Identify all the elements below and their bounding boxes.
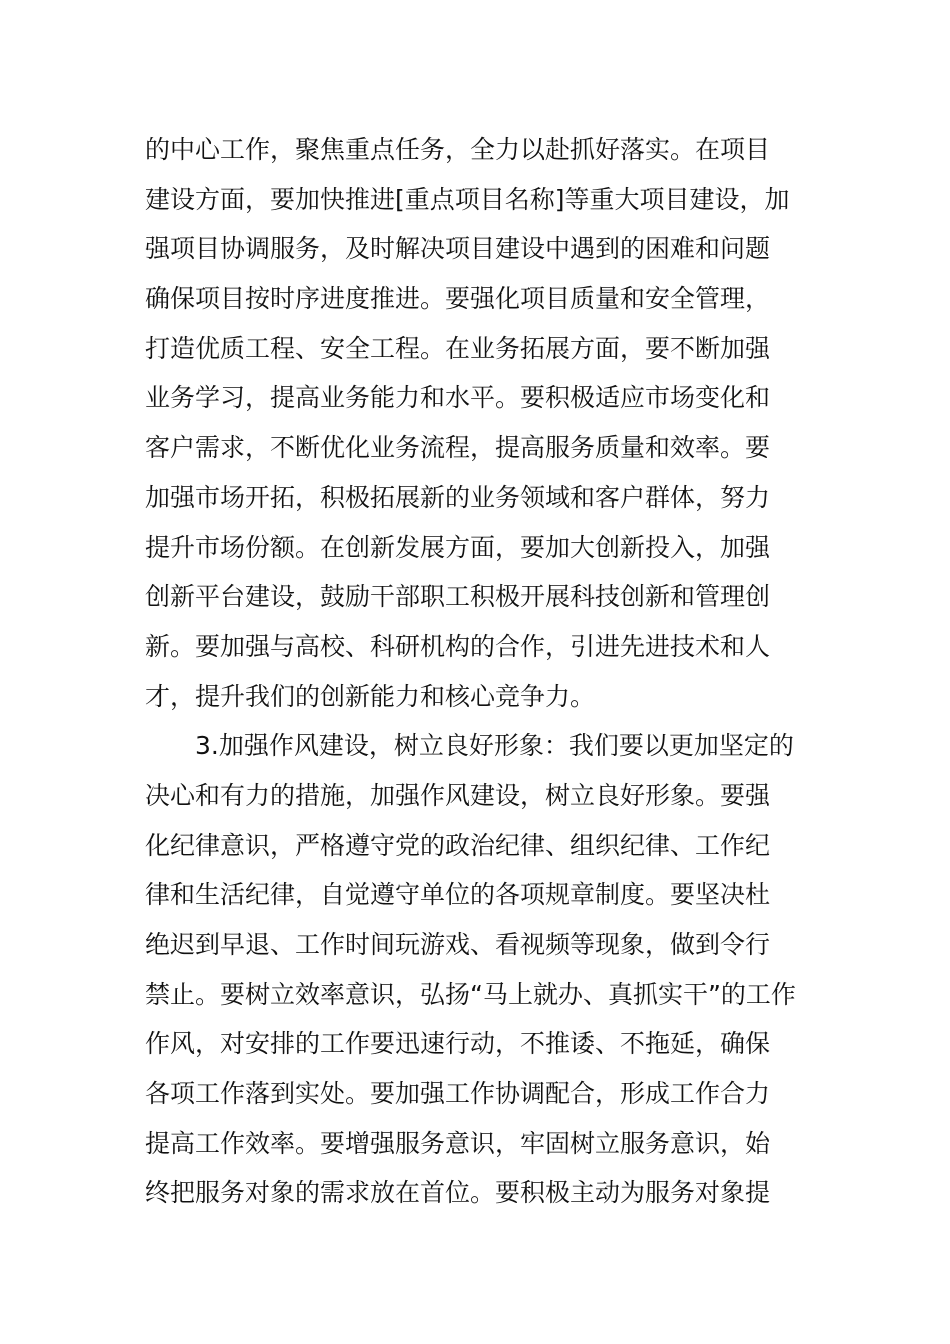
- text-line: 加强市场开拓，积极拓展新的业务领域和客户群体，努力: [145, 482, 771, 512]
- text-line: 绝迟到早退、工作时间玩游戏、看视频等现象，做到令行: [145, 930, 771, 959]
- text-line: 强项目协调服务，及时解决项目建设中遇到的困难和问题: [145, 234, 771, 264]
- text-line: 才，提升我们的创新能力和核心竞争力。: [145, 681, 596, 711]
- paragraph: [145, 125, 810, 721]
- text-line: 新。要加强与高校、科研机构的合作，引进先进技术和人: [145, 631, 771, 661]
- text-line: 建设方面，要加快推进[重点项目名称]等重大项目建设，加: [145, 184, 790, 214]
- text-line: 确保项目按时序进度推进。要强化项目质量和安全管理，: [145, 284, 771, 314]
- text-line: 的中心工作，聚焦重点任务，全力以赴抓好落实。在项目: [145, 135, 771, 164]
- text-line: 提升市场份额。在创新发展方面，要加大创新投入，加强: [145, 532, 771, 562]
- text-line: 客户需求，不断优化业务流程，提高服务质量和效率。要: [145, 433, 771, 463]
- paragraph: [145, 721, 810, 1218]
- text-line: 作风，对安排的工作要迅速行动，不推诿、不拖延，确保: [145, 1029, 771, 1059]
- text-line: 化纪律意识，严格遵守党的政治纪律、组织纪律、工作纪: [145, 830, 771, 860]
- text-line: 决心和有力的措施，加强作风建设，树立良好形象。要强: [145, 780, 771, 810]
- text-line: 打造优质工程、安全工程。在业务拓展方面，要不断加强: [145, 333, 771, 363]
- text-line: 业务学习，提高业务能力和水平。要积极适应市场变化和: [145, 383, 771, 413]
- text-line: 禁止。要树立效率意识，弘扬“马上就办、真抓实干”的工作: [145, 979, 796, 1009]
- text-line: 终把服务对象的需求放在首位。要积极主动为服务对象提: [145, 1178, 771, 1208]
- text-line: 创新平台建设，鼓励干部职工积极开展科技创新和管理创: [145, 582, 771, 612]
- text-line: 各项工作落到实处。要加强工作协调配合，形成工作合力: [145, 1079, 771, 1109]
- text-line: 3.加强作风建设，树立良好形象：我们要以更加坚定的: [195, 731, 794, 761]
- text-line: 律和生活纪律，自觉遵守单位的各项规章制度。要坚决杜: [145, 880, 771, 910]
- document-body: [145, 125, 810, 1218]
- text-line: 提高工作效率。要增强服务意识，牢固树立服务意识，始: [145, 1128, 771, 1158]
